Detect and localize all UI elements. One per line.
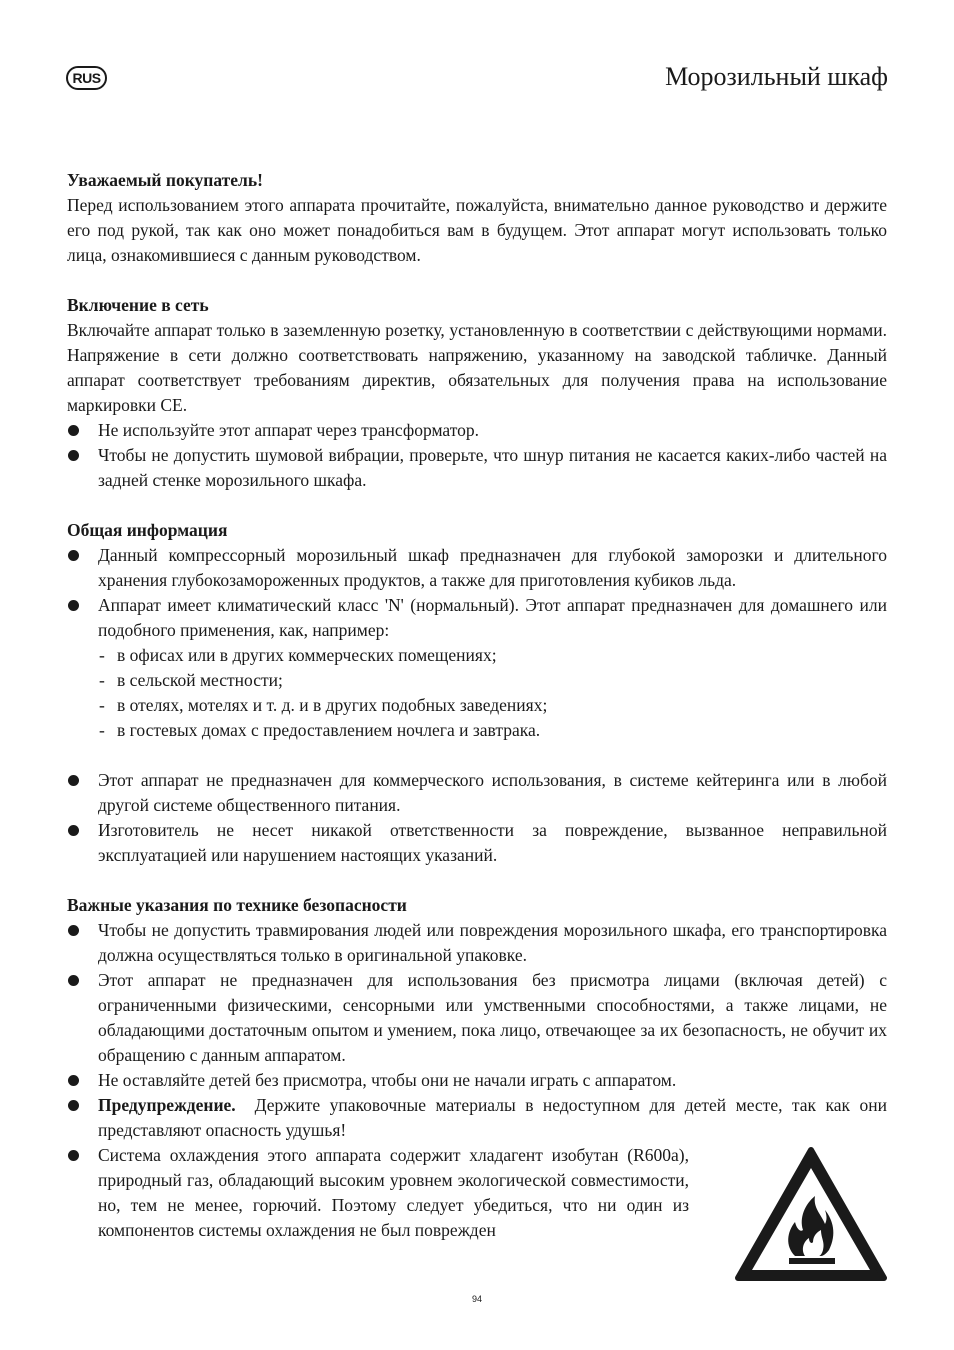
section-heading: Включение в сеть [67,295,209,315]
list-item-text: Чтобы не допустить шумовой вибрации, проверьте, что шнур питания не касается каких-либо частей на задней стенке морозильного шкафа. [98,445,887,490]
page-title: Морозильный шкаф [665,62,888,91]
list-item-text: Данный компрессорный морозильный шкаф предназначен для глубокой заморозки и длительного хранения глубокозамороженных продуктов, а также для приготовления кубиков льда. [98,545,887,590]
list-item-text: Чтобы не допустить травмирования людей или повреждения морозильного шкафа, его транспортировка должна осуществляться только в оригинальной упаковке. [98,920,887,965]
list-item-text: Изготовитель не несет никакой ответственности за повреждение, вызванное неправильной эксплуатацией или нарушением настоящих указаний. [98,820,887,865]
paragraph: Включайте аппарат только в заземленную розетку, установленную в соответствии с действующими нормами. Напряжение в сети должно соответствовать напряжению, указанному на заводской табличке. Данный аппарат соответствует требованиям директив, обязательных для получения права на использование маркировки CE. [67,320,887,415]
bullet-icon [68,425,79,436]
dash-item: - в сельской местности; [99,670,283,690]
dash-item-text: в отелях, мотелях и т. д. и в других подобных заведениях; [117,695,548,715]
bullet-list [67,768,887,868]
list-item [67,1068,887,1093]
list-item-text: Этот аппарат не предназначен для коммерческого использования, в системе кейтеринга или в любой другой системе общественного питания. [98,770,887,815]
document-body [67,168,887,1243]
bullet-icon [68,550,79,561]
list-item [67,968,887,1068]
list-item [67,1143,689,1243]
list-item-text: Держите упаковочные материалы в недоступном для детей месте, так как они представляют опасность удушья! [98,1095,887,1140]
list-item [67,818,887,868]
bullet-icon [68,450,79,461]
list-item-text: Система охлаждения этого аппарата содержит хладагент изобутан (R600a), природный газ, обладающий высоким уровнем экологической совместимости, но, тем не менее, горючий. Поэтому следует убедиться, что ни один из компонентов системы охлаждения не был поврежден [98,1145,689,1240]
warning-label: Предупреждение. [98,1095,236,1115]
flammable-warning-icon [735,1146,887,1282]
paragraph: Перед использованием этого аппарата прочитайте, пожалуйста, внимательно данное руководство и держите его под рукой, так как оно может понадобиться вам в будущем. Этот аппарат могут использовать только лица, ознакомившиеся с данным руководством. [67,195,887,265]
section-general [67,518,887,868]
list-item [67,443,887,493]
bullet-icon [68,600,79,611]
dash-item-text: в гостевых домах с предоставлением ночлега и завтрака. [117,720,541,740]
list-item-text: Не оставляйте детей без присмотра, чтобы они не начали играть с аппаратом. [98,1070,677,1090]
bullet-list [67,418,887,493]
bullet-icon [68,975,79,986]
list-item [67,593,887,743]
bullet-icon [68,925,79,936]
list-item-text: Аппарат имеет климатический класс 'N' (нормальный). Этот аппарат предназначен для домашнего или подобного применения, как, например: [98,595,887,640]
dash-item: - в офисах или в других коммерческих помещениях; [99,645,497,665]
bullet-icon [68,1100,79,1111]
section-dear-customer [67,168,887,268]
list-item [67,418,887,443]
bullet-list [67,543,887,743]
bullet-icon [68,775,79,786]
section-heading: Общая информация [67,520,228,540]
list-item [67,918,887,968]
page-number: 94 [471,1294,482,1304]
list-item [67,1093,887,1143]
section-heading: Важные указания по технике безопасности [67,895,407,915]
language-badge: RUS [66,66,107,90]
dash-item: - в гостевых домах с предоставлением ночлега и завтрака. [99,720,541,740]
dash-item: - в отелях, мотелях и т. д. и в других подобных заведениях; [99,695,548,715]
dash-item-text: в сельской местности; [117,670,283,690]
dash-list [98,643,887,743]
list-item [67,543,887,593]
bullet-icon [68,825,79,836]
bullet-icon [68,1150,79,1161]
section-power [67,293,887,493]
list-item [67,768,887,818]
section-heading: Уважаемый покупатель! [67,170,263,190]
list-item-text: Не используйте этот аппарат через трансформатор. [98,420,480,440]
list-item-text: Этот аппарат не предназначен для использования без присмотра лицами (включая детей) с ограниченными физическими, сенсорными или умственными способностями, а также лицами, не обладающими достаточным опытом и умением, пока лицо, отвечающее за их безопасность, не обучит их обращению с данным аппаратом. [98,970,887,1065]
bullet-icon [68,1075,79,1086]
dash-item-text: в офисах или в других коммерческих помещениях; [117,645,497,665]
